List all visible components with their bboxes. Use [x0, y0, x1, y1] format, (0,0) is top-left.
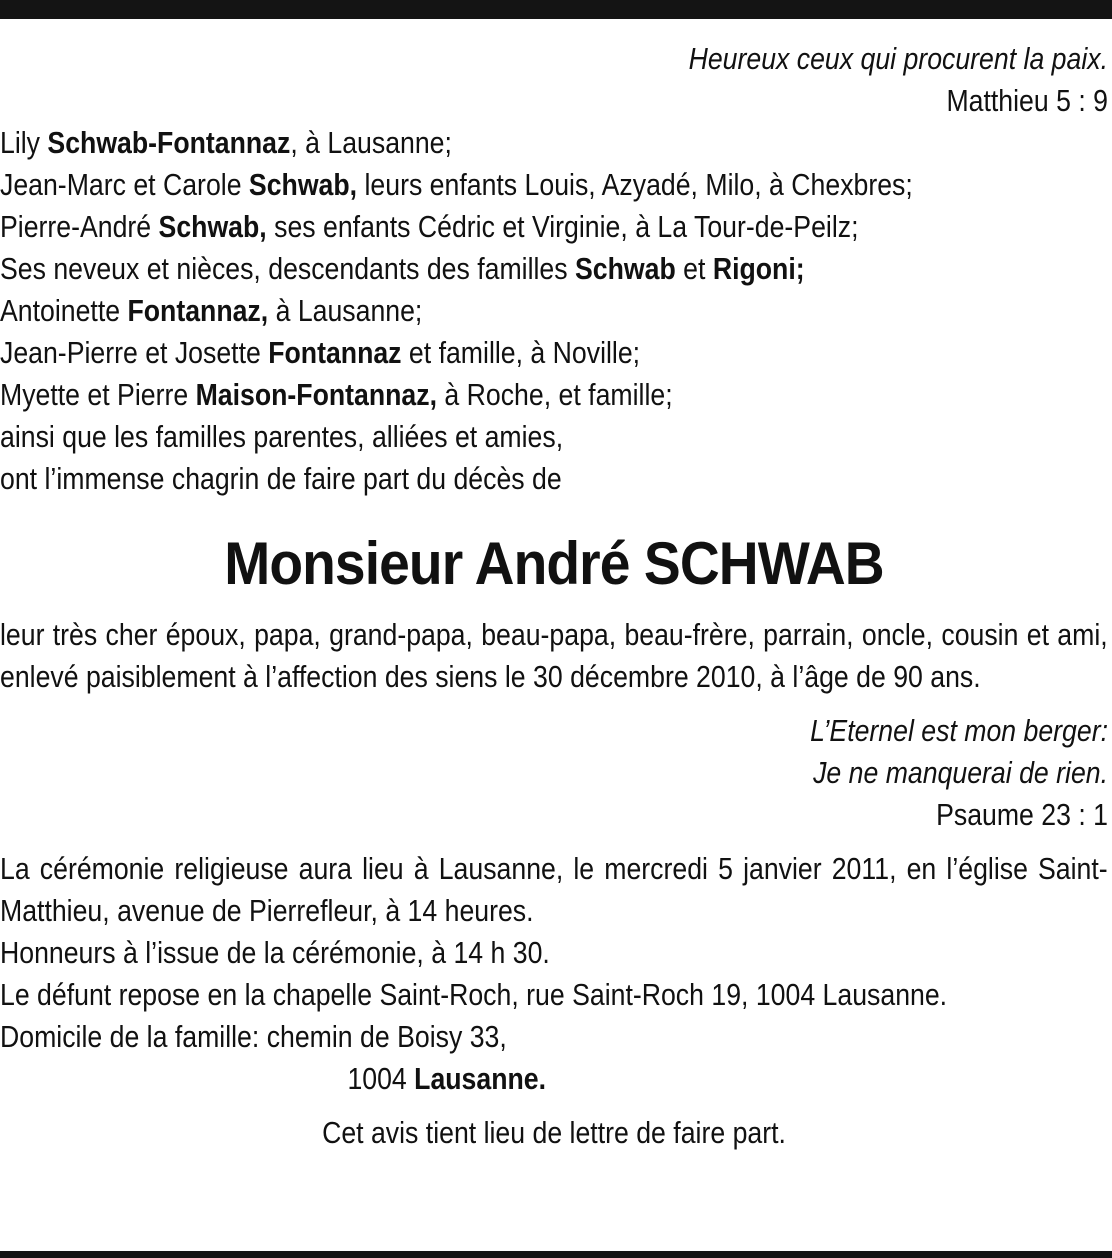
mourner-line: Myette et Pierre Maison-Fontannaz, à Roche, et famille;: [0, 377, 673, 412]
honors-info: Honneurs à l’issue de la cérémonie, à 14 h 30.: [0, 935, 550, 970]
bottom-rule: [0, 1251, 1112, 1258]
top-rule: [0, 0, 1112, 19]
rest-info: Le défunt repose en la chapelle Saint-Roch, rue Saint-Roch 19, 1004 Lausanne.: [0, 977, 948, 1012]
psalm-line: Je ne manquerai de rien.: [813, 755, 1108, 790]
intro-line: ont l’immense chagrin de faire part du décès de: [0, 461, 562, 496]
deceased-description: leur très cher époux, papa, grand-papa, beau-papa, beau-frère, parrain, oncle, cousin et ami, enlevé paisiblement à l’affection des siens le 30 décembre 2010, à l’âge de 90 ans.: [0, 617, 1108, 694]
obituary-notice: [0, 38, 1108, 1154]
mourner-line: Antoinette Fontannaz, à Lausanne;: [0, 293, 423, 328]
psalm-reference: Psaume 23 : 1: [936, 797, 1108, 832]
domicile-label: Domicile de la famille: chemin de Boisy 33,: [0, 1019, 507, 1054]
epigraph-reference: Matthieu 5 : 9: [946, 83, 1108, 118]
domicile-city: 1004 Lausanne.: [347, 1061, 547, 1096]
psalm-line: L’Eternel est mon berger:: [810, 713, 1108, 748]
epigraph-quote: Heureux ceux qui procurent la paix.: [688, 41, 1108, 76]
deceased-name: Monsieur André SCHWAB: [224, 530, 884, 597]
mourner-line: Pierre-André Schwab, ses enfants Cédric et Virginie, à La Tour-de-Peilz;: [0, 209, 859, 244]
mourner-line: Jean-Pierre et Josette Fontannaz et famille, à Noville;: [0, 335, 641, 370]
mourner-line: Ses neveux et nièces, descendants des familles Schwab et Rigoni;: [0, 251, 805, 286]
mourner-line: Jean-Marc et Carole Schwab, leurs enfants Louis, Azyadé, Milo, à Chexbres;: [0, 167, 913, 202]
ceremony-info: La cérémonie religieuse aura lieu à Lausanne, le mercredi 5 janvier 2011, en l’église Saint-Matthieu, avenue de Pierrefleur, à 14 heures.: [0, 851, 1108, 928]
mourners-list: [0, 122, 1108, 416]
mourner-line: Lily Schwab-Fontannaz, à Lausanne;: [0, 125, 452, 160]
closing-note: Cet avis tient lieu de lettre de faire part.: [322, 1115, 786, 1150]
intro-line: ainsi que les familles parentes, alliées et amies,: [0, 419, 564, 454]
